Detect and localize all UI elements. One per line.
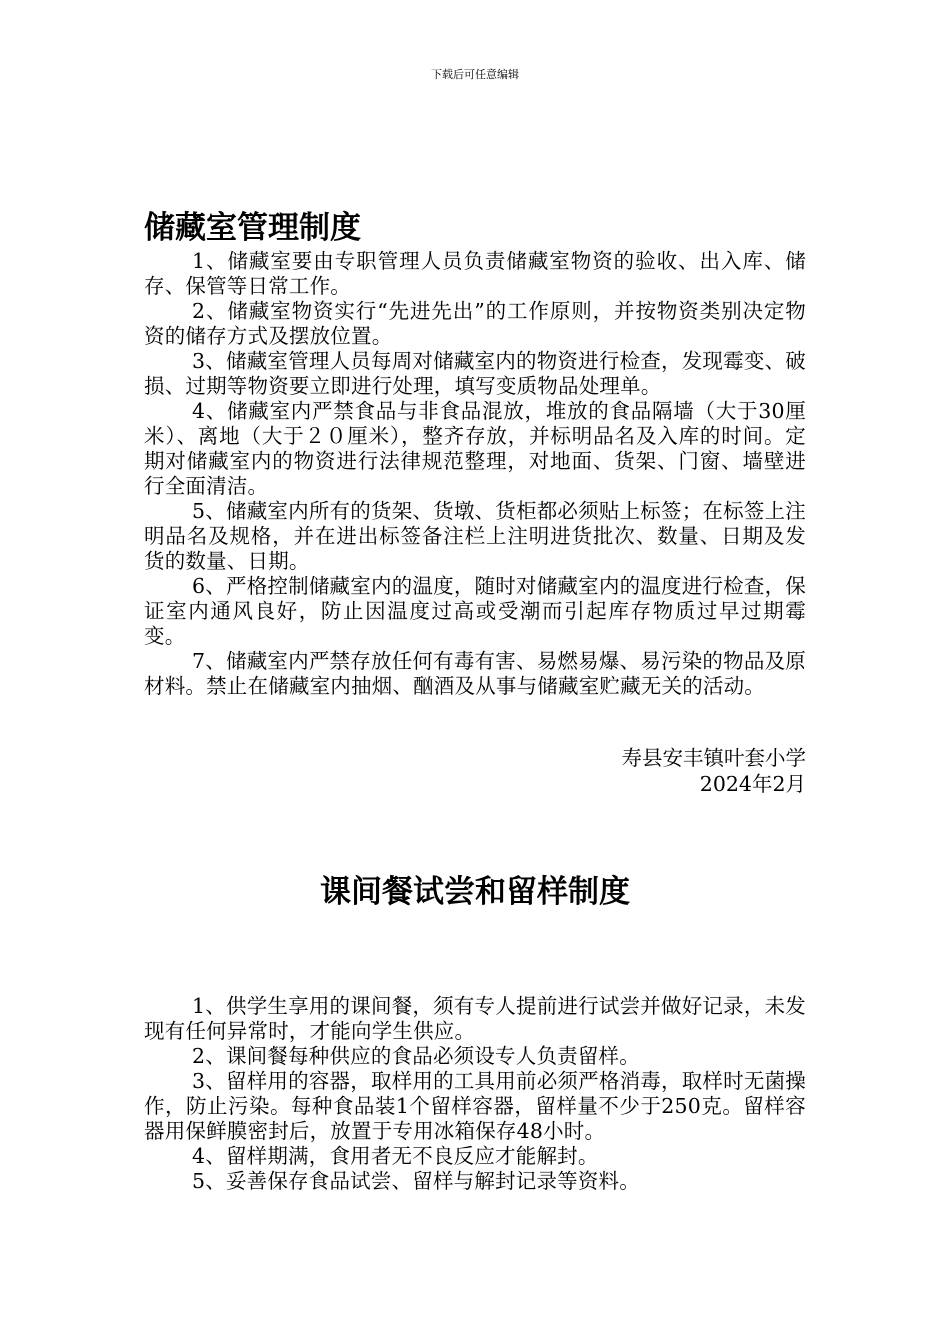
signature-school: 寿县安丰镇叶套小学 — [621, 746, 806, 770]
section2-paragraph: 4、留样期满，食用者无不良反应才能解封。 — [192, 1144, 599, 1168]
signature-date: 2024年2月 — [699, 772, 806, 796]
section1-paragraph: 7、储藏室内严禁存放任何有毒有害、易燃易爆、易污染的物品及原材料。禁止在储藏室内抽烟、酗酒及从事与储藏室贮藏无关的活动。 — [144, 649, 806, 698]
section2-paragraph: 3、留样用的容器，取样用的工具用前必须严格消毒，取样时无菌操作，防止污染。每种食品装1个留样容器，留样量不少于250克。留样容器用保鲜膜密封后，放置于专用冰箱保存48小时。 — [144, 1069, 806, 1143]
section2-paragraph: 5、妥善保存食品试尝、留样与解封记录等资料。 — [192, 1169, 640, 1193]
section2-paragraph: 1、供学生享用的课间餐，须有专人提前进行试尝并做好记录，未发现有任何异常时，才能向学生供应。 — [144, 994, 806, 1043]
section1-paragraph: 3、储藏室管理人员每周对储藏室内的物资进行检查，发现霉变、破损、过期等物资要立即进行处理，填写变质物品处理单。 — [144, 349, 806, 398]
section1-body — [144, 249, 806, 699]
download-note: 下载后可任意编辑 — [431, 68, 519, 81]
section1-paragraph: 4、储藏室内严禁食品与非食品混放，堆放的食品隔墙（大于30厘米）、离地（大于２０厘米），整齐存放，并标明品名及入库的时间。定期对储藏室内的物资进行法律规范整理，对地面、货架、门窗、墙壁进行全面清洁。 — [144, 399, 806, 498]
section1-paragraph: 1、储藏室要由专职管理人员负责储藏室物资的验收、出入库、储存、保管等日常工作。 — [144, 249, 806, 298]
section1-paragraph: 6、严格控制储藏室内的温度，随时对储藏室内的温度进行检查，保证室内通风良好，防止因温度过高或受潮而引起库存物质过早过期霉变。 — [144, 574, 806, 648]
section1-paragraph: 5、储藏室内所有的货架、货墩、货柜都必须贴上标签；在标签上注明品名及规格，并在进出标签备注栏上注明进货批次、数量、日期及发货的数量、日期。 — [144, 499, 806, 573]
section2-paragraph: 2、课间餐每种供应的食品必须设专人负责留样。 — [192, 1044, 640, 1068]
section1-paragraph: 2、储藏室物资实行“先进先出”的工作原则，并按物资类别决定物资的储存方式及摆放位置。 — [144, 299, 806, 348]
section2-title: 课间餐试尝和留样制度 — [320, 874, 630, 910]
section2-body — [144, 994, 806, 1194]
section1-title: 储藏室管理制度 — [144, 210, 361, 246]
